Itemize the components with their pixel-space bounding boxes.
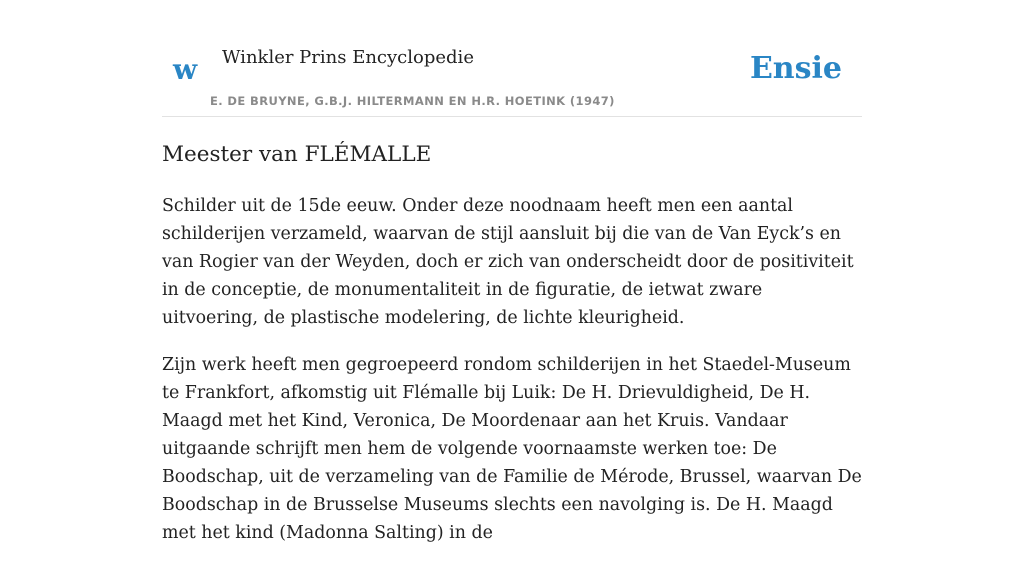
- source-authors: E. DE BRUYNE, G.B.J. HILTERMANN EN H.R. HOETINK (1947): [210, 94, 615, 108]
- article-title: Meester van FLÉMALLE: [162, 142, 432, 167]
- brand-logo[interactable]: Ensie: [749, 51, 842, 86]
- article-body: [162, 192, 862, 566]
- source-title[interactable]: Winkler Prins Encyclopedie: [222, 47, 474, 68]
- source-header: [162, 0, 862, 117]
- article-paragraph: Schilder uit de 15de eeuw. Onder deze noodnaam heeft men een aantal schilderijen verzameld, waarvan de stijl aansluit bij die van de Van Eyck’s en van Rogier van der Weyden, doch er zich van onderscheidt door de positiviteit in de conceptie, de monumentaliteit in de figuratie, de ietwat zware uitvoering, de plastische modelering, de lichte kleurigheid.: [162, 196, 854, 328]
- source-logo[interactable]: w: [173, 53, 198, 86]
- article-paragraph: Zijn werk heeft men gegroepeerd rondom schilderijen in het Staedel-Museum te Frankfort, afkomstig uit Flémalle bij Luik: De H. Drievuldigheid, De H. Maagd met het Kind, Veronica, De Moordenaar aan het Kruis. Vandaar uitgaande schrijft men hem de volgende voornaamste werken toe: De Boodschap, uit de verzameling van de Familie de Mérode, Brussel, waarvan De Boodschap in de Brusselse Museums slechts een navolging is. De H. Maagd met het kind (Madonna Salting) in de: [162, 355, 862, 543]
